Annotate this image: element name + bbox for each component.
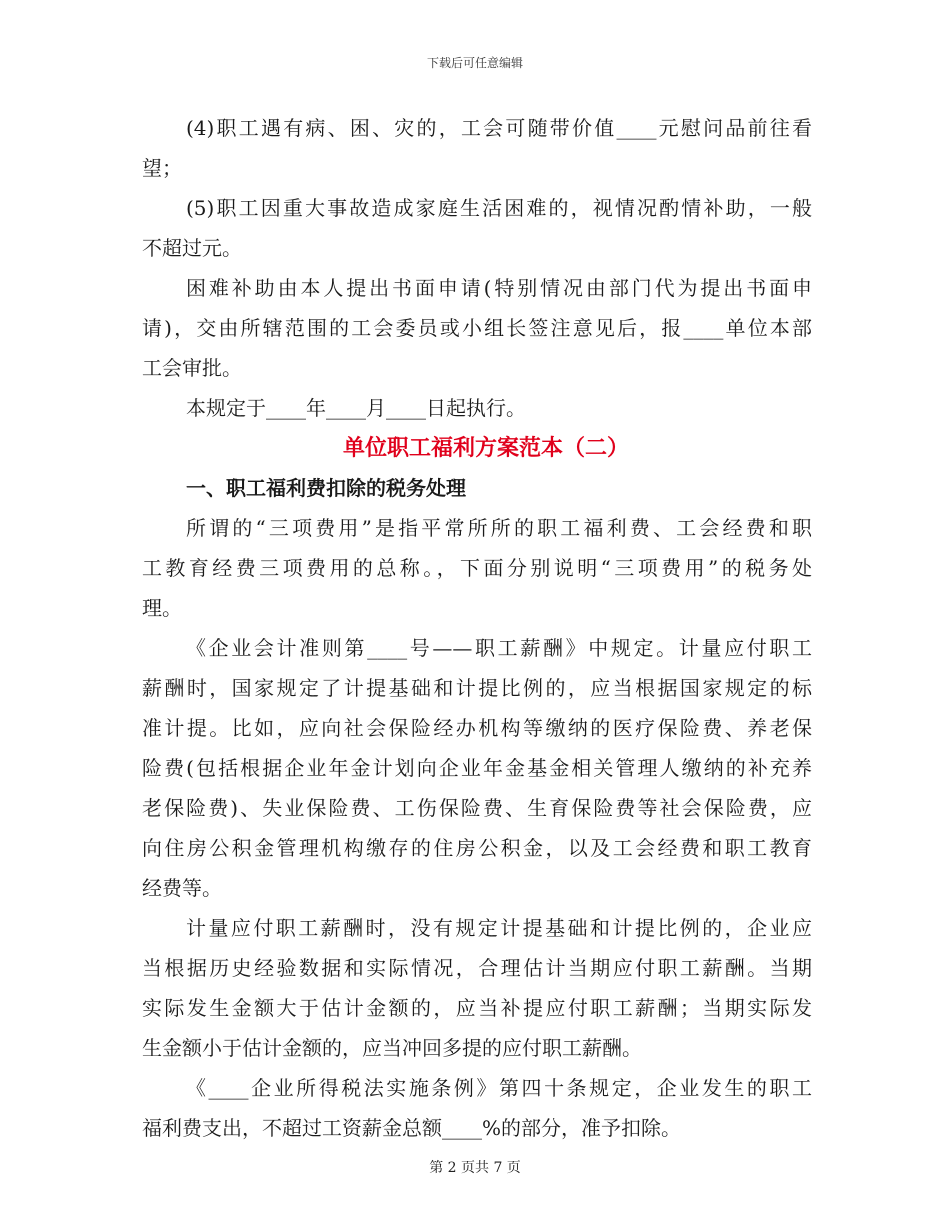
text-line: (5)职工因重大事故造成家庭生活困难的，视情况酌情补助，一般 — [186, 196, 812, 220]
text-line: 计量应付职工薪酬时，没有规定计提基础和计提比例的，企业应 — [186, 916, 812, 940]
text-line: 福利费支出，不超过工资薪金总额____%的部分，准予扣除。 — [142, 1116, 682, 1140]
text-line: 所谓的“三项费用”是指平常所所的职工福利费、工会经费和职 — [186, 516, 812, 540]
document-body — [142, 108, 812, 1148]
subsection-heading: 一、职工福利费扣除的税务处理 — [186, 476, 466, 500]
text-line: 薪酬时，国家规定了计提基础和计提比例的，应当根据国家规定的标 — [142, 676, 812, 700]
text-line: 困难补助由本人提出书面申请(特别情况由部门代为提出书面申 — [186, 276, 812, 300]
page-header: 下载后可任意编辑 — [426, 56, 523, 70]
text-line: 险费(包括根据企业年金计划向企业年金基金相关管理人缴纳的补充养 — [142, 756, 812, 780]
text-line: 向住房公积金管理机构缴存的住房公积金，以及工会经费和职工教育 — [142, 836, 812, 860]
text-line: 生金额小于估计金额的，应当冲回多提的应付职工薪酬。 — [142, 1036, 642, 1060]
text-line: 不超过元。 — [142, 236, 242, 260]
text-line: 《____企业所得税法实施条例》第四十条规定，企业发生的职工 — [186, 1076, 812, 1100]
text-line: 理。 — [142, 596, 182, 620]
page-number: 第 2 页共 7 页 — [429, 1160, 521, 1176]
text-line: 当根据历史经验数据和实际情况，合理估计当期应付职工薪酬。当期 — [142, 956, 812, 980]
text-line: 本规定于____年____月____日起执行。 — [186, 396, 526, 420]
text-line: (4)职工遇有病、困、灾的，工会可随带价值____元慰问品前往看 — [186, 116, 812, 140]
text-line: 经费等。 — [142, 876, 222, 900]
section-title: 单位职工福利方案范本（二） — [342, 435, 629, 461]
text-line: 《企业会计准则第____号——职工薪酬》中规定。计量应付职工 — [186, 636, 812, 660]
text-line: 准计提。比如，应向社会保险经办机构等缴纳的医疗保险费、养老保 — [142, 716, 812, 740]
text-line: 请)，交由所辖范围的工会委员或小组长签注意见后，报____单位本部 — [142, 316, 812, 340]
text-line: 工教育经费三项费用的总称。，下面分别说明“三项费用”的税务处 — [142, 556, 812, 580]
text-line: 老保险费)、失业保险费、工伤保险费、生育保险费等社会保险费，应 — [142, 796, 812, 820]
text-line: 望； — [142, 156, 182, 180]
text-line: 实际发生金额大于估计金额的，应当补提应付职工薪酬；当期实际发 — [142, 996, 812, 1020]
text-line: 工会审批。 — [142, 356, 242, 380]
